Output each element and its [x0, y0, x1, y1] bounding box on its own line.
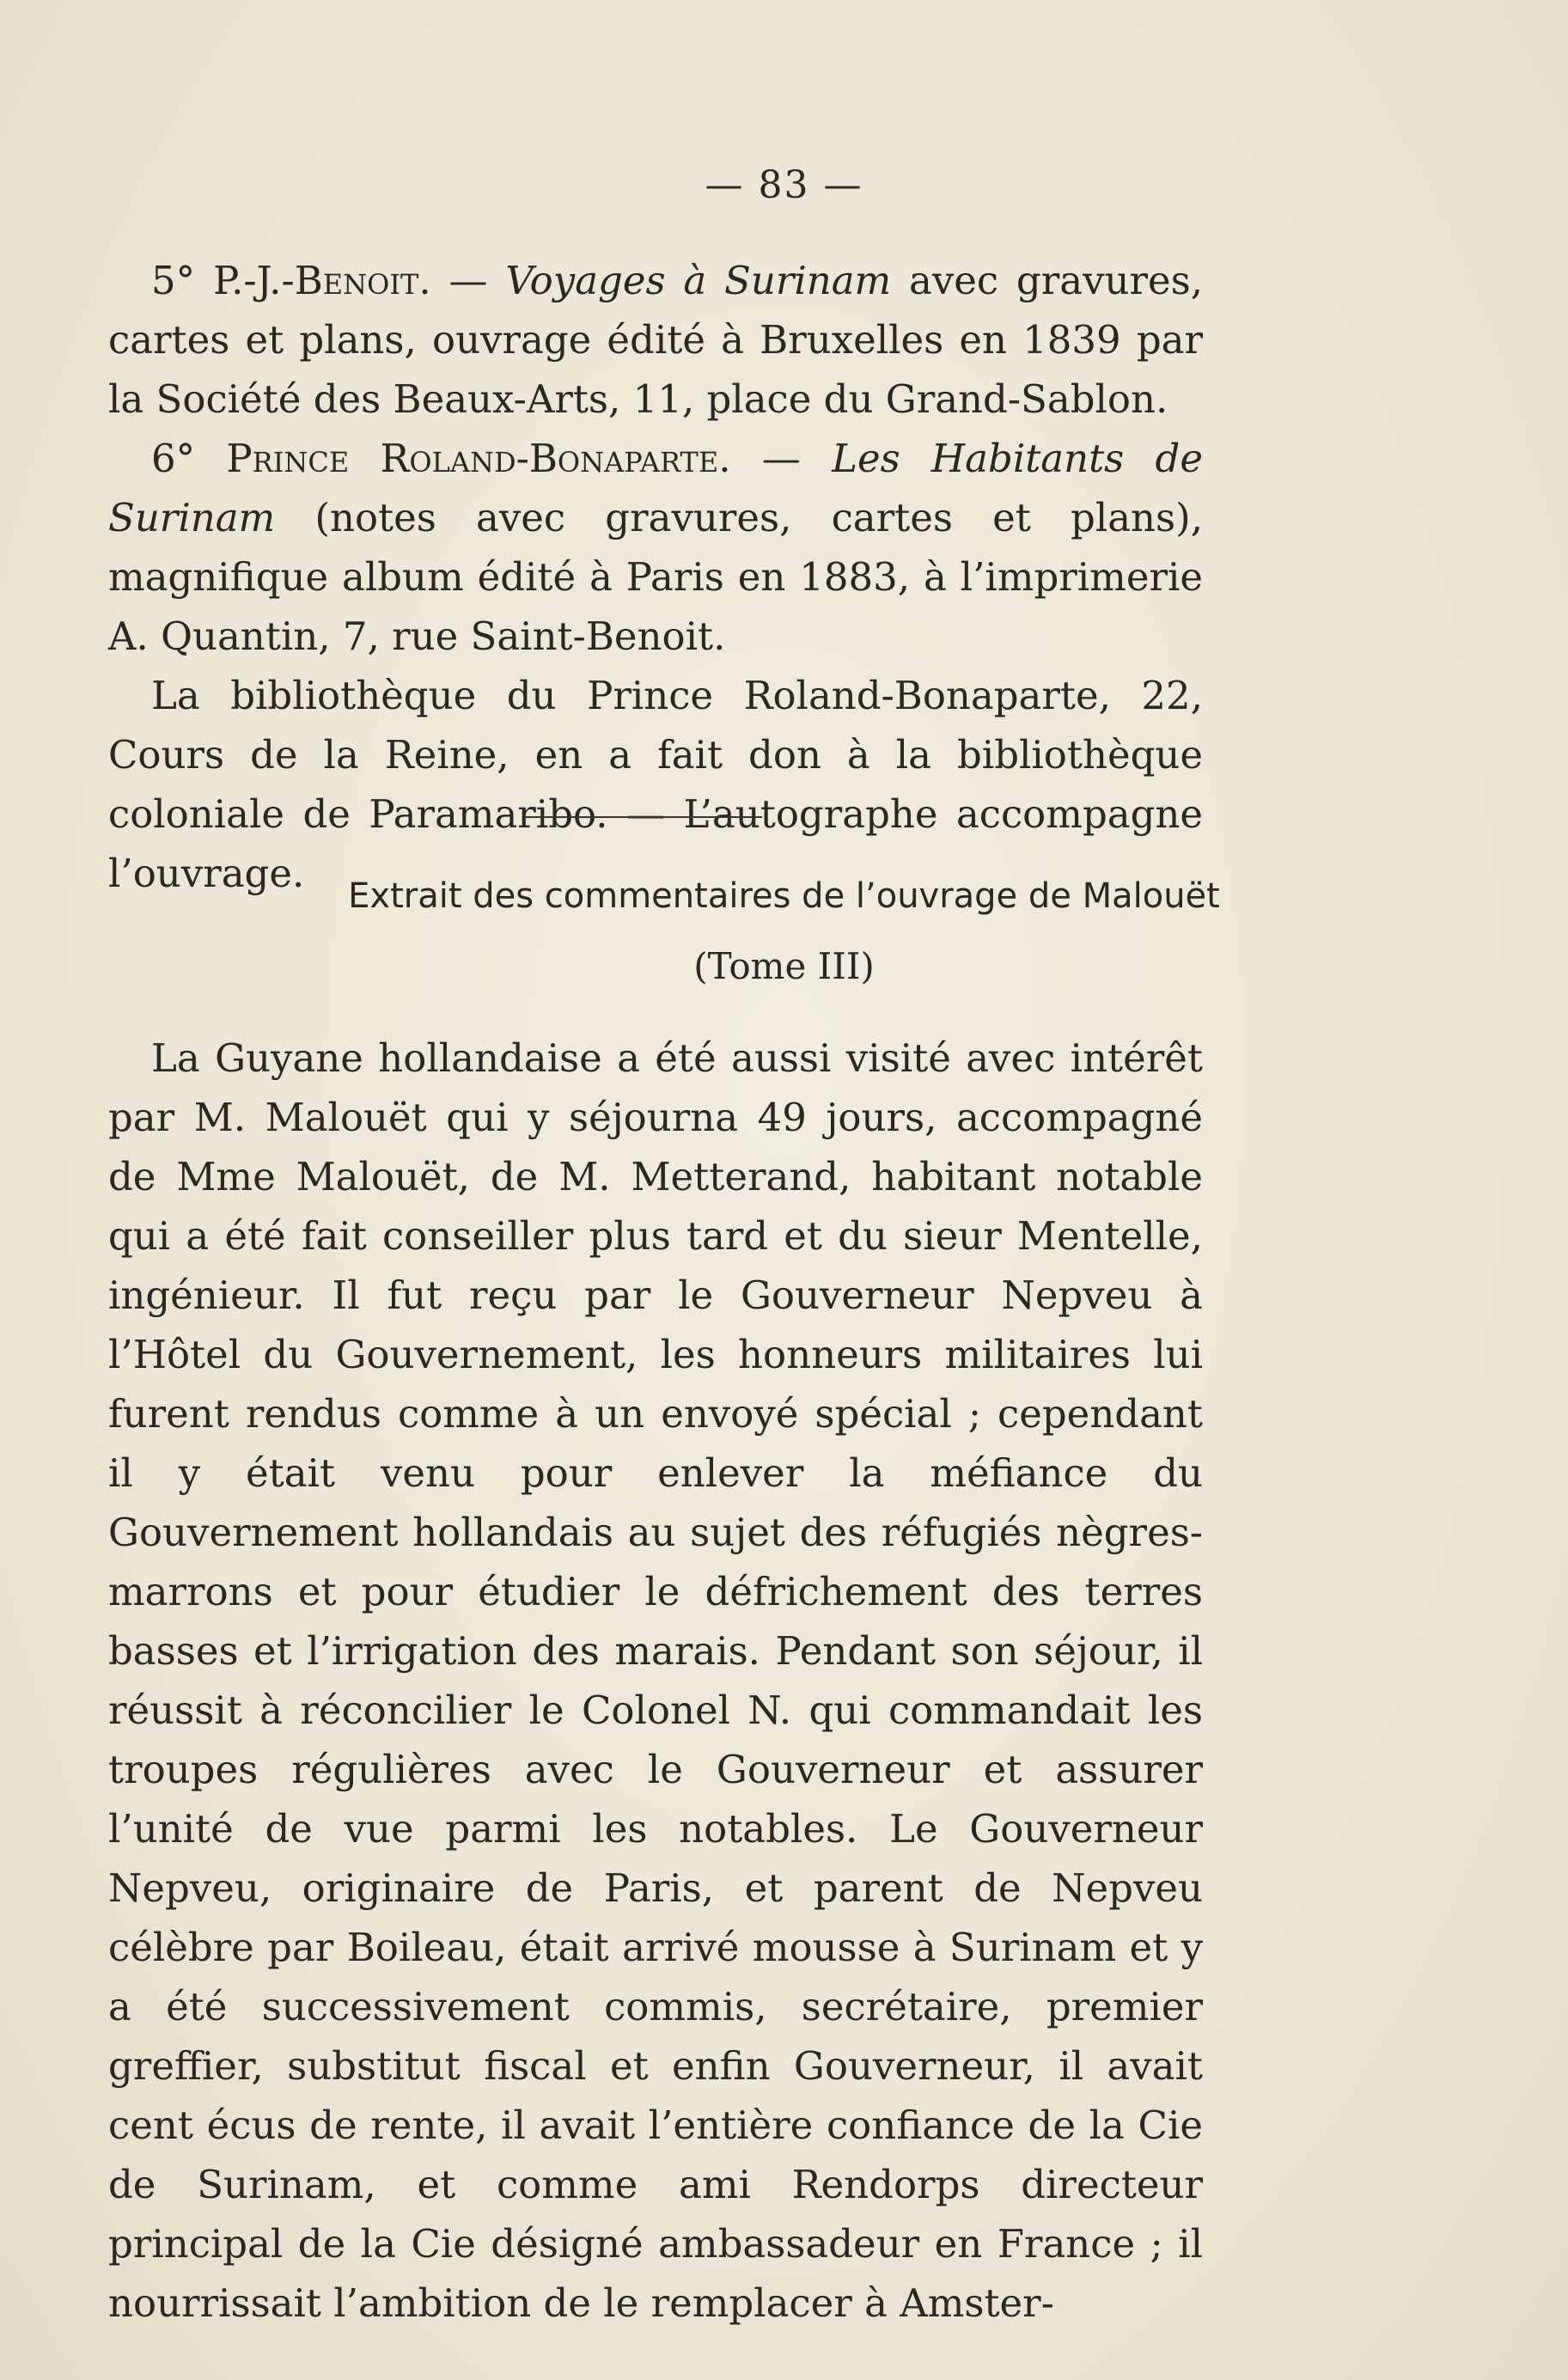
section-subtitle: (Tome III)	[693, 945, 875, 987]
library-note: La bibliothèque du Prince Roland-Bonaparte, 22, Cours de la Reine, en a fait don à la bibliothèque coloniale de Paramaribo. — L’autographe accompagne l’ouvrage.	[108, 673, 1203, 896]
entry-5-author: P.-J.-Benoit.	[212, 258, 431, 303]
commentary-paragraph: La Guyane hollandaise a été aussi visité avec intérêt par M. Malouët qui y séjourna 49 jours, accompagné de Mme Malouët, de M. Metterand, habitant notable qui a été fait conseiller plus tard et du sieur Mentelle, ingénieur. Il fut reçu par le Gouverneur Nepveu à l’Hôtel du Gouvernement, les honneurs militaires lui furent rendus comme à un envoyé spécial ; cependant il y était venu pour enlever la méfiance du Gouvernement hollandais au sujet des réfugiés nègres-marrons et pour étudier le défrichement des terres basses et l’irrigation des marais. Pendant son séjour, il réussit à réconcilier le Colonel N. qui commandait les troupes régulières avec le Gouverneur et assurer l’unité de vue parmi les notables. Le Gouverneur Nepveu, originaire de Paris, et parent de Nepveu célèbre par Boileau, était arrivé mousse à Surinam et y a été successivement commis, secrétaire, premier greffier, substitut fiscal et enfin Gouverneur, il avait cent écus de rente, il avait l’entière confiance de la Cie de Surinam, et comme ami Rendorps directeur principal de la Cie désigné ambassadeur en France ; il nourrissait l’ambition de le remplacer à Amster-	[108, 1035, 1203, 2326]
entry-6-number: 6°	[151, 436, 196, 481]
entry-6	[108, 429, 1203, 666]
entry-5	[108, 251, 1203, 429]
entry-5-title: Voyages à Surinam	[505, 258, 892, 303]
section-divider	[526, 816, 762, 818]
entry-5-number: 5°	[151, 258, 196, 303]
entry-6-title: Les Habitants de Surinam	[108, 436, 1203, 540]
section-title: Extrait des commentaires de l’ouvrage de Malouët	[348, 876, 1220, 916]
entry-5-dash: —	[448, 258, 488, 303]
entry-6-dash: —	[761, 436, 801, 481]
entry-6-details: (notes avec gravures, cartes et plans), magnifique album édité à Paris en 1883, à l’imprimerie A. Quantin, 7, rue Saint-Benoit.	[108, 495, 1203, 659]
entry-6-author: Prince Roland-Bonaparte.	[226, 436, 731, 481]
page-number: — 83 —	[705, 163, 863, 207]
entry-5-details: avec gravures, cartes et plans, ouvrage édité à Bruxelles en 1839 par la Société des Beaux-Arts, 11, place du Grand-Sablon.	[108, 258, 1204, 422]
bibliography-block	[108, 251, 1203, 903]
commentary-block	[108, 1028, 1203, 2333]
